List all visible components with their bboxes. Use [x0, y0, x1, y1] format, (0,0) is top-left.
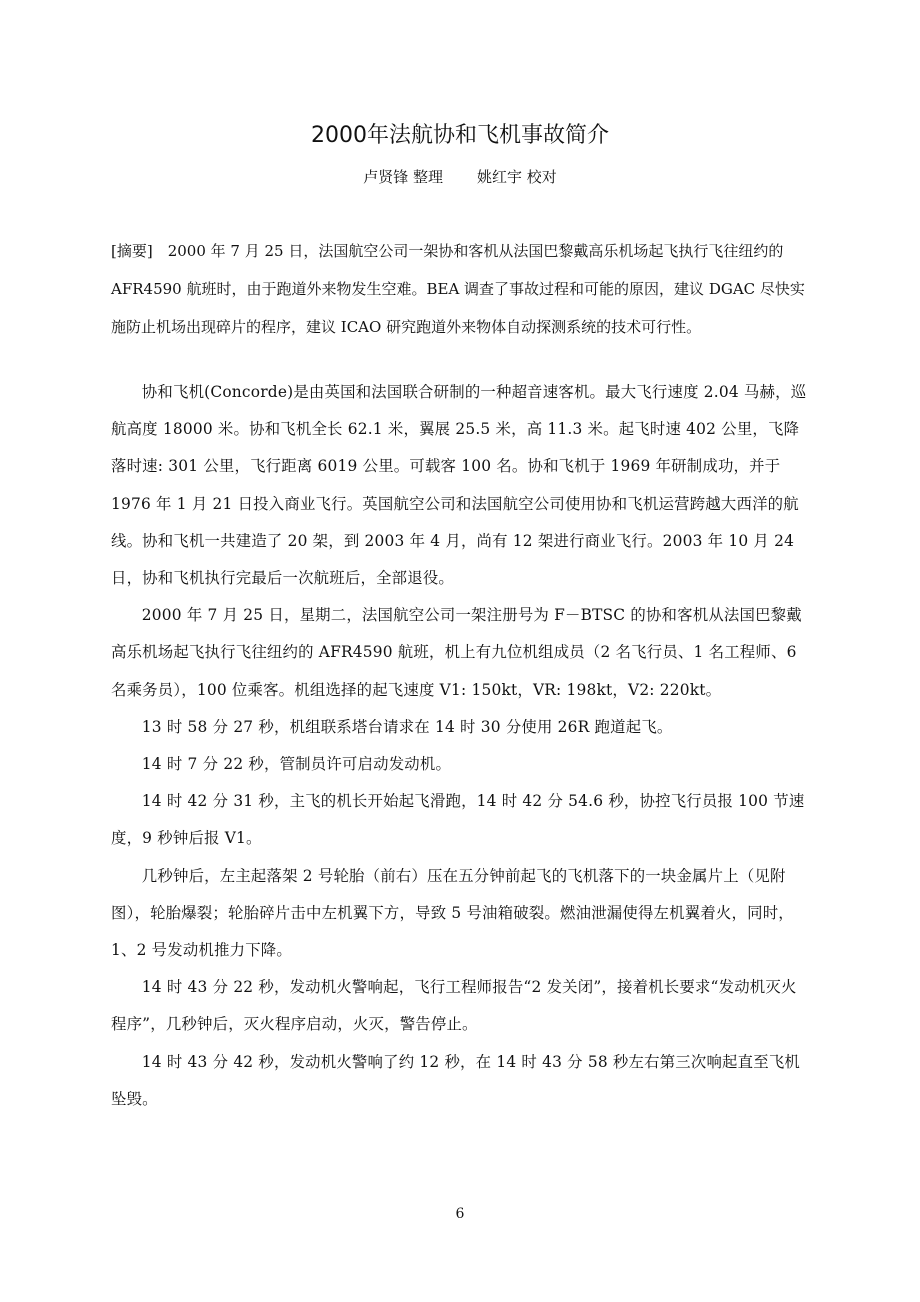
abstract: [摘要] 2000 年 7 月 25 日，法国航空公司一架协和客机从法国巴黎戴高乐机场起飞执行飞往纽约的 AFR4590 航班时，由于跑道外来物发生空难。BEA 调查了事故过程和可能的原因，建议 DGAC 尽快实施防止机场出现碎片的程序，建议 ICAO 研究跑道外来物体自动探测系统的技术可行性。	[111, 242, 805, 336]
body-text	[111, 374, 811, 1118]
paragraph: 几秒钟后，左主起落架 2 号轮胎（前右）压在五分钟前起飞的飞机落下的一块金属片上（见附图），轮胎爆裂；轮胎碎片击中左机翼下方，导致 5 号油箱破裂。燃油泄漏使得左机翼着火，同时，1、2 号发动机推力下降。	[111, 866, 794, 960]
paragraph: 2000 年 7 月 25 日，星期二，法国航空公司一架注册号为 F－BTSC 的协和客机从法国巴黎戴高乐机场起飞执行飞往纽约的 AFR4590 航班，机上有九位机组成员（2 名飞行员、1 名工程师、6 名乘务员），100 位乘客。机组选择的起飞速度 V1: 150kt，VR: 198kt，V2: 220kt。	[111, 606, 802, 699]
paragraph: 14 时 43 分 22 秒，发动机火警响起，飞行工程师报告“2 发关闭”，接着机长要求“发动机灭火程序”，几秒钟后，灭火程序启动，火灭，警告停止。	[111, 978, 797, 1034]
paragraph: 13 时 58 分 27 秒，机组联系塔台请求在 14 时 30 分使用 26R 跑道起飞。	[141, 717, 673, 736]
paragraph: 14 时 7 分 22 秒，管制员许可启动发动机。	[141, 755, 452, 774]
paragraph: 协和飞机(Concorde)是由英国和法国联合研制的一种超音速客机。最大飞行速度 2.04 马赫，巡航高度 18000 米。协和飞机全长 62.1 米，翼展 25.5 米，高 11.3 米。起飞时速 402 公里，飞降落时速: 301 公里，飞行距离 6019 公里。可载客 100 名。协和飞机于 1969 年研制成功，并于 1976 年 1 月 21 日投入商业飞行。英国航空公司和法国航空公司使用协和飞机运营跨越大西洋的航线。协和飞机一共建造了 20 架，到 2003 年 4 月，尚有 12 架进行商业飞行。2003 年 10 月 24 日，协和飞机执行完最后一次航班后，全部退役。	[111, 383, 807, 588]
byline	[0, 166, 920, 187]
document-title: 2000年法航协和飞机事故简介	[311, 123, 609, 148]
paragraph: 14 时 42 分 31 秒，主飞的机长开始起飞滑跑，14 时 42 分 54.6 秒，协控飞行员报 100 节速度，9 秒钟后报 V1。	[111, 792, 805, 848]
page-number: 6	[455, 1206, 465, 1222]
editor-credit: 卢贤锋 整理	[363, 168, 443, 186]
proofreader-credit: 姚红宇 校对	[477, 168, 557, 186]
paragraph: 14 时 43 分 42 秒，发动机火警响了约 12 秒，在 14 时 43 分 58 秒左右第三次响起直至飞机坠毁。	[111, 1052, 801, 1108]
